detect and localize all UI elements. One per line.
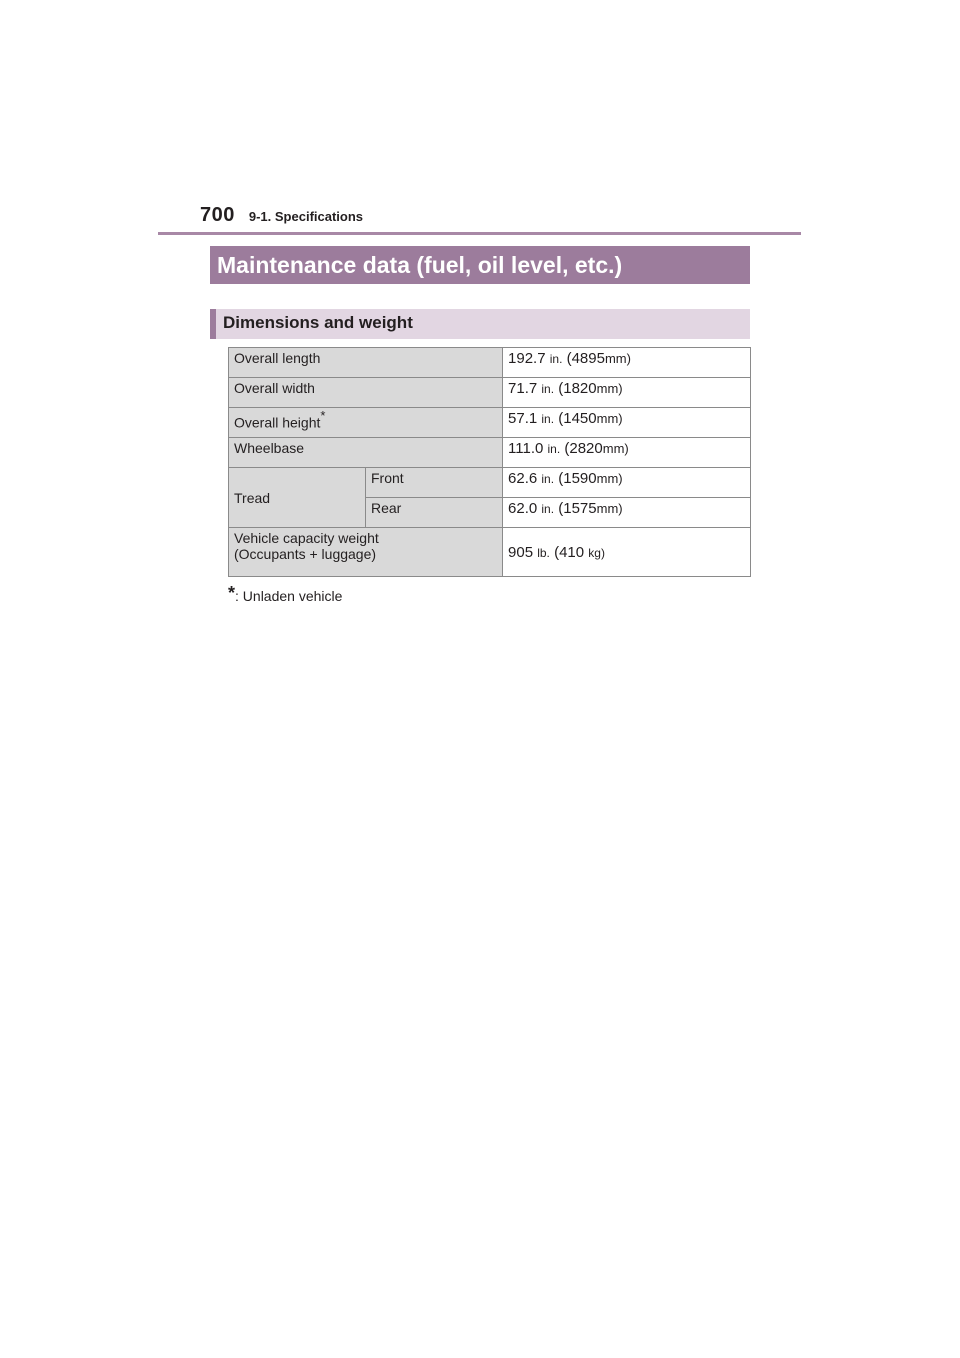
header-rule [158, 232, 801, 235]
page-header [200, 204, 363, 227]
table-row [229, 408, 751, 438]
page-number: 700 [200, 204, 235, 226]
row-label: Vehicle capacity weight (Occupants + luggage) [229, 528, 503, 577]
row-value: 111.0 in. (2820mm) [503, 438, 751, 468]
footnote-marker: * [228, 583, 236, 603]
row-value: 62.6 in. (1590mm) [503, 468, 751, 498]
row-value: 57.1 in. (1450mm) [503, 408, 751, 438]
row-label: Overall width [229, 378, 503, 408]
row-label: Overall height* [229, 408, 503, 438]
row-label: Tread [229, 468, 366, 528]
row-value: 62.0 in. (1575mm) [503, 498, 751, 528]
footnote [228, 583, 342, 604]
row-value: 192.7 in. (4895mm) [503, 348, 751, 378]
table-row [229, 528, 751, 577]
footnote-marker: * [320, 408, 326, 423]
row-label: Wheelbase [229, 438, 503, 468]
sub-label: Front [366, 468, 503, 498]
section-title: 9-1. Specifications [248, 209, 364, 224]
main-heading: Maintenance data (fuel, oil level, etc.) [210, 246, 750, 284]
table-row [229, 378, 751, 408]
table-row [229, 468, 751, 498]
footnote-text: : Unladen vehicle [235, 588, 343, 604]
row-value: 905 lb. (410 kg) [503, 528, 751, 577]
row-value: 71.7 in. (1820mm) [503, 378, 751, 408]
table-row [229, 438, 751, 468]
dimensions-table [228, 347, 751, 577]
row-label: Overall length [229, 348, 503, 378]
table-row [229, 348, 751, 378]
sub-label: Rear [366, 498, 503, 528]
sub-heading: Dimensions and weight [210, 309, 750, 339]
